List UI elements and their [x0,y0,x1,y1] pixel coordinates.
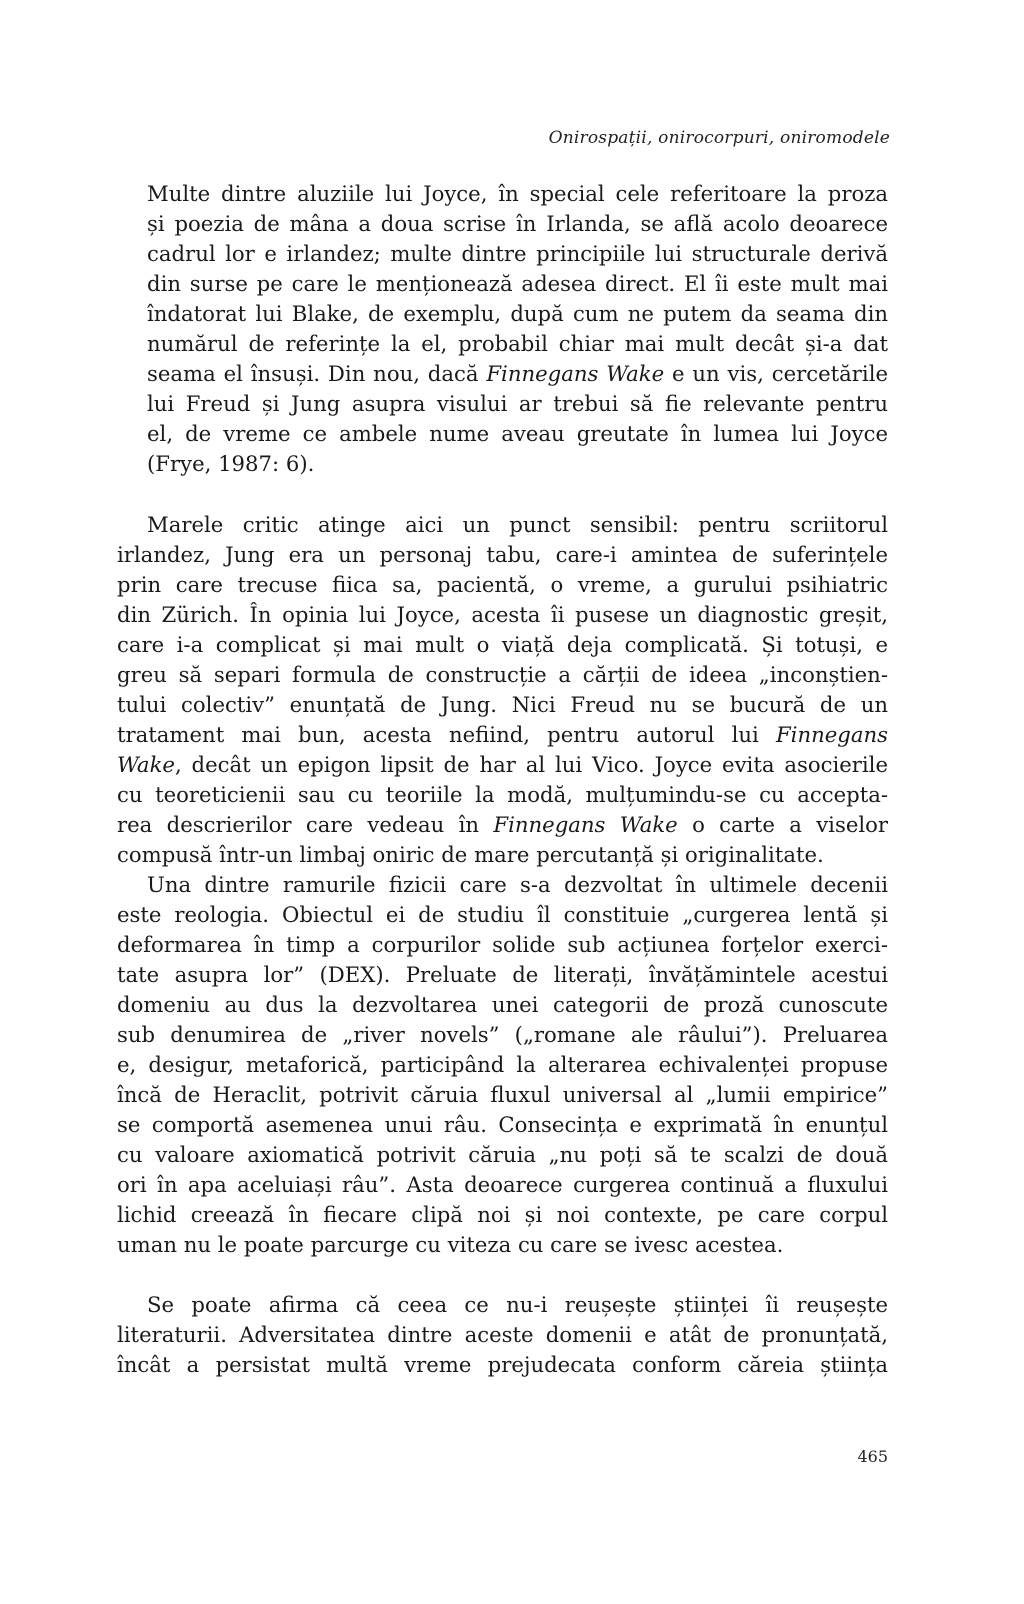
text-line: se comportă asemenea unui râu. Consecința e exprimată în enunțul [117,1112,888,1137]
quote-line: din surse pe care le menționează adesea direct. El îi este mult mai [147,271,888,296]
text-line: Una dintre ramurile fizicii care s-a dezvoltat în ultimele decenii [147,872,888,897]
quote-line: și poezia de mâna a doua scrise în Irlanda, se află acolo deoarece [147,211,888,236]
text-line: lichid creează în fiecare clipă noi și noi contexte, pe care corpul [117,1202,888,1227]
book-title: Finnegans Wake [493,812,678,837]
text-line: e, desigur, metaforică, participând la alterarea echivalenței propuse [117,1052,888,1077]
quote-line: Multe dintre aluziile lui Joyce, în special cele referitoare la proza [147,181,888,206]
text-line: Se poate afirma că ceea ce nu-i reușește științei îi reușește [147,1292,888,1317]
text-line: încă de Heraclit, potrivit căruia fluxul universal al „lumii empirice” [117,1082,888,1107]
text-line: ori în apa aceluiași râu”. Asta deoarece curgerea continuă a fluxului [117,1172,888,1197]
text-line: tului colectiv” enunțată de Jung. Nici Freud nu se bucură de un [117,692,888,717]
quote-line: lui Freud și Jung asupra visului ar trebui să fie relevante pentru [147,391,888,416]
page-number: 465 [857,1447,888,1466]
text-line: irlandez, Jung era un personaj tabu, care-i amintea de suferințele [117,542,888,567]
quote-line: (Frye, 1987: 6). [147,451,315,476]
text-line: cu valoare axiomatică potrivit căruia „nu poți să te scalzi de două [117,1142,888,1167]
running-head: Onirospații, onirocorpuri, oniromodele [548,128,890,148]
book-title: Wake [117,752,175,777]
text-line: literaturii. Adversitatea dintre aceste domenii e atât de pronunțată, [117,1322,888,1347]
text-line: din Zürich. În opinia lui Joyce, acesta îi pusese un diagnostic greșit, [117,602,888,627]
text-line: rea descrierilor care vedeau în Finnegans Wake o carte a viselor [117,812,889,837]
text-line: prin care trecuse fiica sa, pacientă, o vreme, a gurului psihiatric [117,572,888,597]
text-line: cu teoreticienii sau cu teoriile la modă, mulțumindu-se cu accepta- [117,782,888,807]
text-line: tratament mai bun, acesta nefiind, pentru autorul lui Finnegans [117,722,888,747]
text-line: uman nu le poate parcurge cu viteza cu care se ivesc acestea. [117,1232,784,1257]
book-title: Finnegans [775,722,888,747]
quote-line: seama el însuși. Din nou, dacă Finnegans Wake e un vis, cercetările [147,361,889,386]
quote-line: numărul de referințe la el, probabil chiar mai mult decât și-a dat [147,331,888,356]
text-line: este reologia. Obiectul ei de studiu îl constituie „curgerea lentă și [117,902,888,927]
text-line: compusă într-un limbaj oniric de mare percutanță și originalitate. [117,842,824,867]
text-line: domeniu au dus la dezvoltarea unei categorii de proză cunoscute [117,992,888,1017]
text-line: sub denumirea de „river novels” („romane ale râului”). Preluarea [117,1022,888,1047]
quote-line: cadrul lor e irlandez; multe dintre principiile lui structurale derivă [147,241,888,266]
text-line: care i-a complicat și mai mult o viață deja complicată. Și totuși, e [117,632,888,657]
text-line: greu să separi formula de construcție a cărții de ideea „inconștien- [117,662,888,687]
text-line: Marele critic atinge aici un punct sensibil: pentru scriitorul [147,512,888,537]
quote-line: el, de vreme ce ambele nume aveau greutate în lumea lui Joyce [147,421,888,446]
text-line: tate asupra lor” (DEX). Preluate de literați, învățămintele acestui [117,962,888,987]
quote-line: îndatorat lui Blake, de exemplu, după cum ne putem da seama din [147,301,888,326]
text-line: Wake, decât un epigon lipsit de har al lui Vico. Joyce evita asocierile [117,752,888,777]
text-line: deformarea în timp a corpurilor solide sub acțiunea forțelor exerci- [117,932,888,957]
text-line: încât a persistat multă vreme prejudecata conform căreia știința [117,1352,888,1377]
book-title: Finnegans Wake [486,361,665,386]
